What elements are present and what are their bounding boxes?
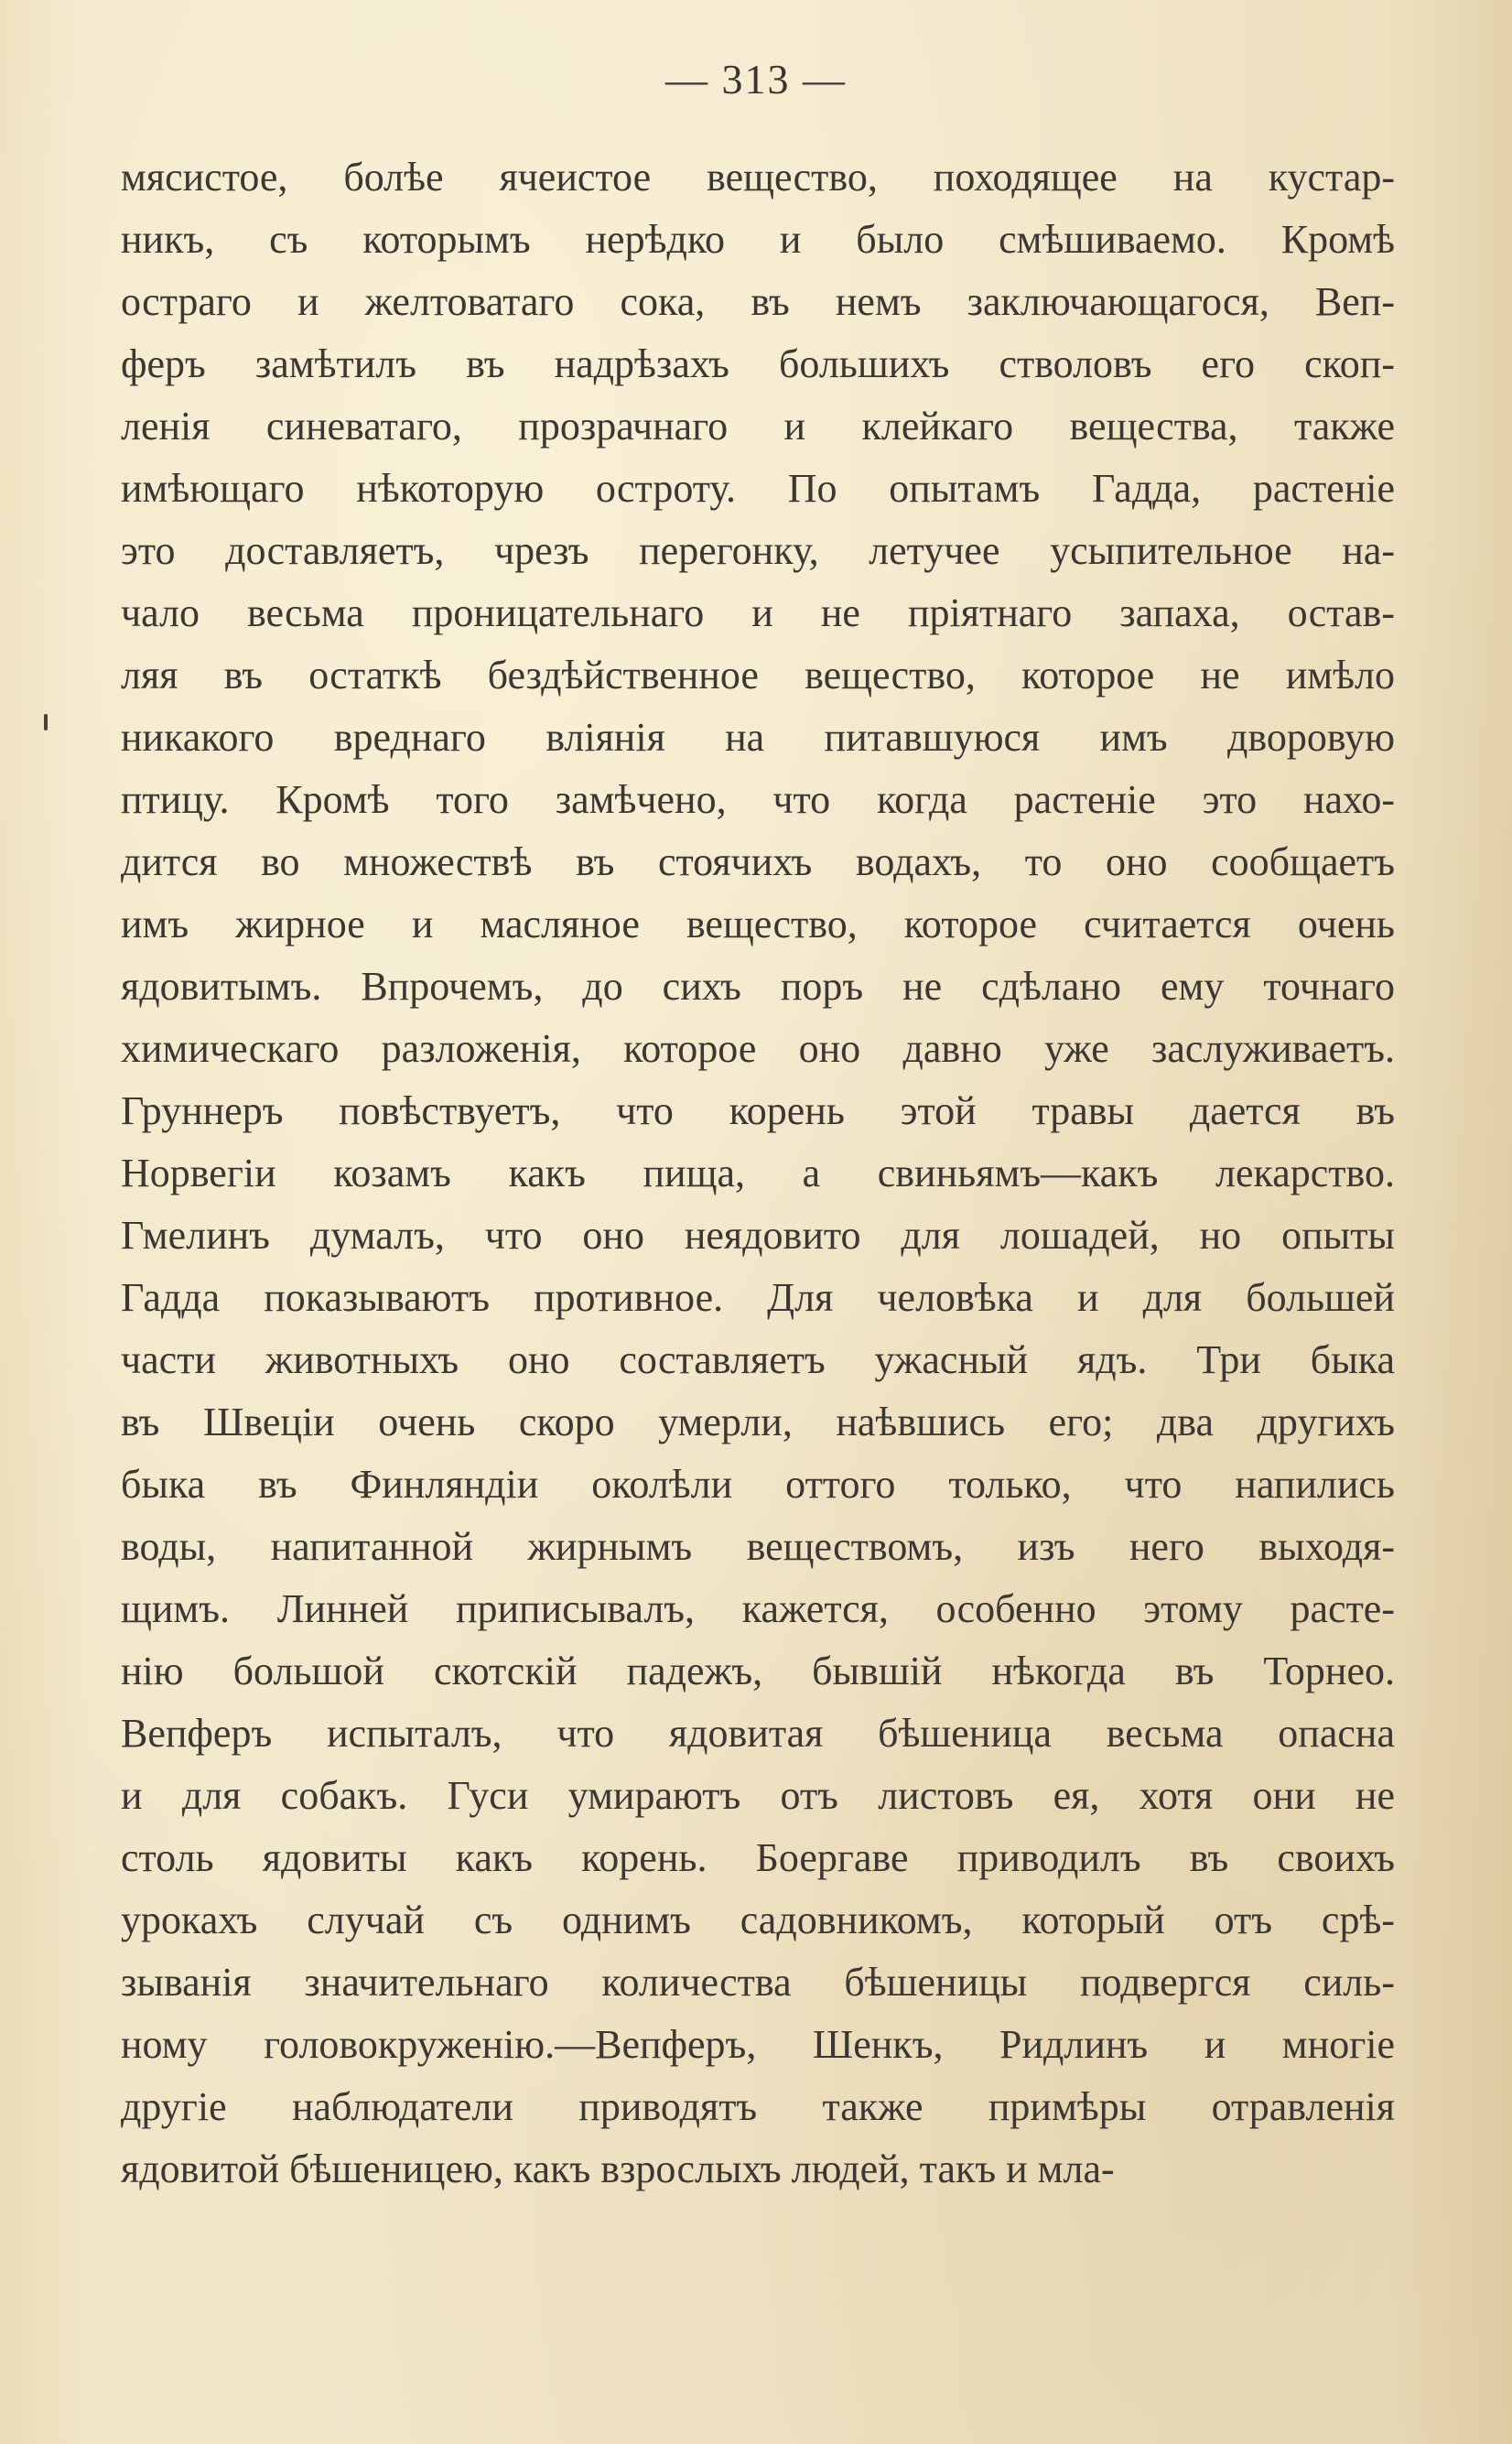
text-line: чало весьма проницательнаго и не пріятнаго запаха, остав- [121, 590, 1395, 635]
text-line: ядовитымъ. Впрочемъ, до сихъ поръ не сдѣлано ему точнаго [121, 964, 1395, 1009]
text-line: остраго и желтоватаго сока, въ немъ заключающагося, Веп- [121, 279, 1395, 324]
text-line: химическаго разложенія, которое оно давно уже заслуживаетъ. [121, 1026, 1395, 1071]
text-line: имъ жирное и масляное вещество, которое считается очень [121, 902, 1395, 946]
body-text [121, 146, 1395, 2201]
text-line: щимъ. Линней приписывалъ, кажется, особенно этому расте- [121, 1586, 1395, 1631]
ink-speck [44, 714, 48, 730]
text-line: части животныхъ оно составляетъ ужасный ядъ. Три быка [121, 1337, 1395, 1382]
text-line: быка въ Финляндіи околѣли оттого только, что напились [121, 1462, 1395, 1507]
text-line: ядовитой бѣшеницею, какъ взрослыхъ людей, такъ и мла- [121, 2147, 1115, 2191]
text-line: никъ, съ которымъ нерѣдко и было смѣшиваемо. Кромѣ [121, 217, 1395, 262]
text-line: феръ замѣтилъ въ надрѣзахъ большихъ стволовъ его скоп- [121, 341, 1395, 386]
text-line: въ Швеціи очень скоро умерли, наѣвшись его; два другихъ [121, 1400, 1395, 1444]
text-line: никакого вреднаго вліянія на питавшуюся имъ дворовую [121, 715, 1395, 760]
text-line: имѣющаго нѣкоторую остроту. По опытамъ Гадда, растеніе [121, 466, 1395, 511]
text-line: столь ядовиты какъ корень. Боергаве приводилъ въ своихъ [121, 1835, 1395, 1880]
text-line: мясистое, болѣе ячеистое вещество, походящее на кустар- [121, 155, 1395, 200]
text-line: ляя въ остаткѣ бездѣйственное вещество, которое не имѣло [121, 653, 1395, 698]
page-number: — 313 — [665, 56, 847, 103]
text-line: дится во множествѣ въ стоячихъ водахъ, то оно сообщаетъ [121, 839, 1395, 884]
text-line: зыванія значительнаго количества бѣшеницы подвергся силь- [121, 1960, 1395, 2005]
text-line: и для собакъ. Гуси умираютъ отъ листовъ ея, хотя они не [121, 1773, 1395, 1818]
text-line: птицу. Кромѣ того замѣчено, что когда растеніе это нахо- [121, 777, 1395, 822]
text-line: другіе наблюдатели приводятъ также примѣры отравленія [121, 2084, 1395, 2129]
text-line: нію большой скотскій падежъ, бывшій нѣкогда въ Торнео. [121, 1649, 1395, 1693]
text-line: воды, напитанной жирнымъ веществомъ, изъ него выходя- [121, 1524, 1395, 1569]
text-line: урокахъ случай съ однимъ садовникомъ, который отъ срѣ- [121, 1898, 1395, 1942]
text-line: ленія синеватаго, прозрачнаго и клейкаго вещества, также [121, 404, 1395, 449]
text-line: Груннеръ повѣствуетъ, что корень этой травы дается въ [121, 1088, 1395, 1133]
text-line: это доставляетъ, чрезъ перегонку, летучее усыпительное на- [121, 528, 1395, 573]
text-line: Вепферъ испыталъ, что ядовитая бѣшеница весьма опасна [121, 1711, 1395, 1756]
text-line: Гадда показываютъ противное. Для человѣка и для большей [121, 1275, 1395, 1320]
text-line: ному головокруженію.—Вепферъ, Шенкъ, Ридлинъ и многіе [121, 2022, 1395, 2067]
text-line: Гмелинъ думалъ, что оно неядовито для лошадей, но опыты [121, 1213, 1395, 1258]
text-line: Норвегіи козамъ какъ пища, а свиньямъ—какъ лекарство. [121, 1151, 1395, 1195]
